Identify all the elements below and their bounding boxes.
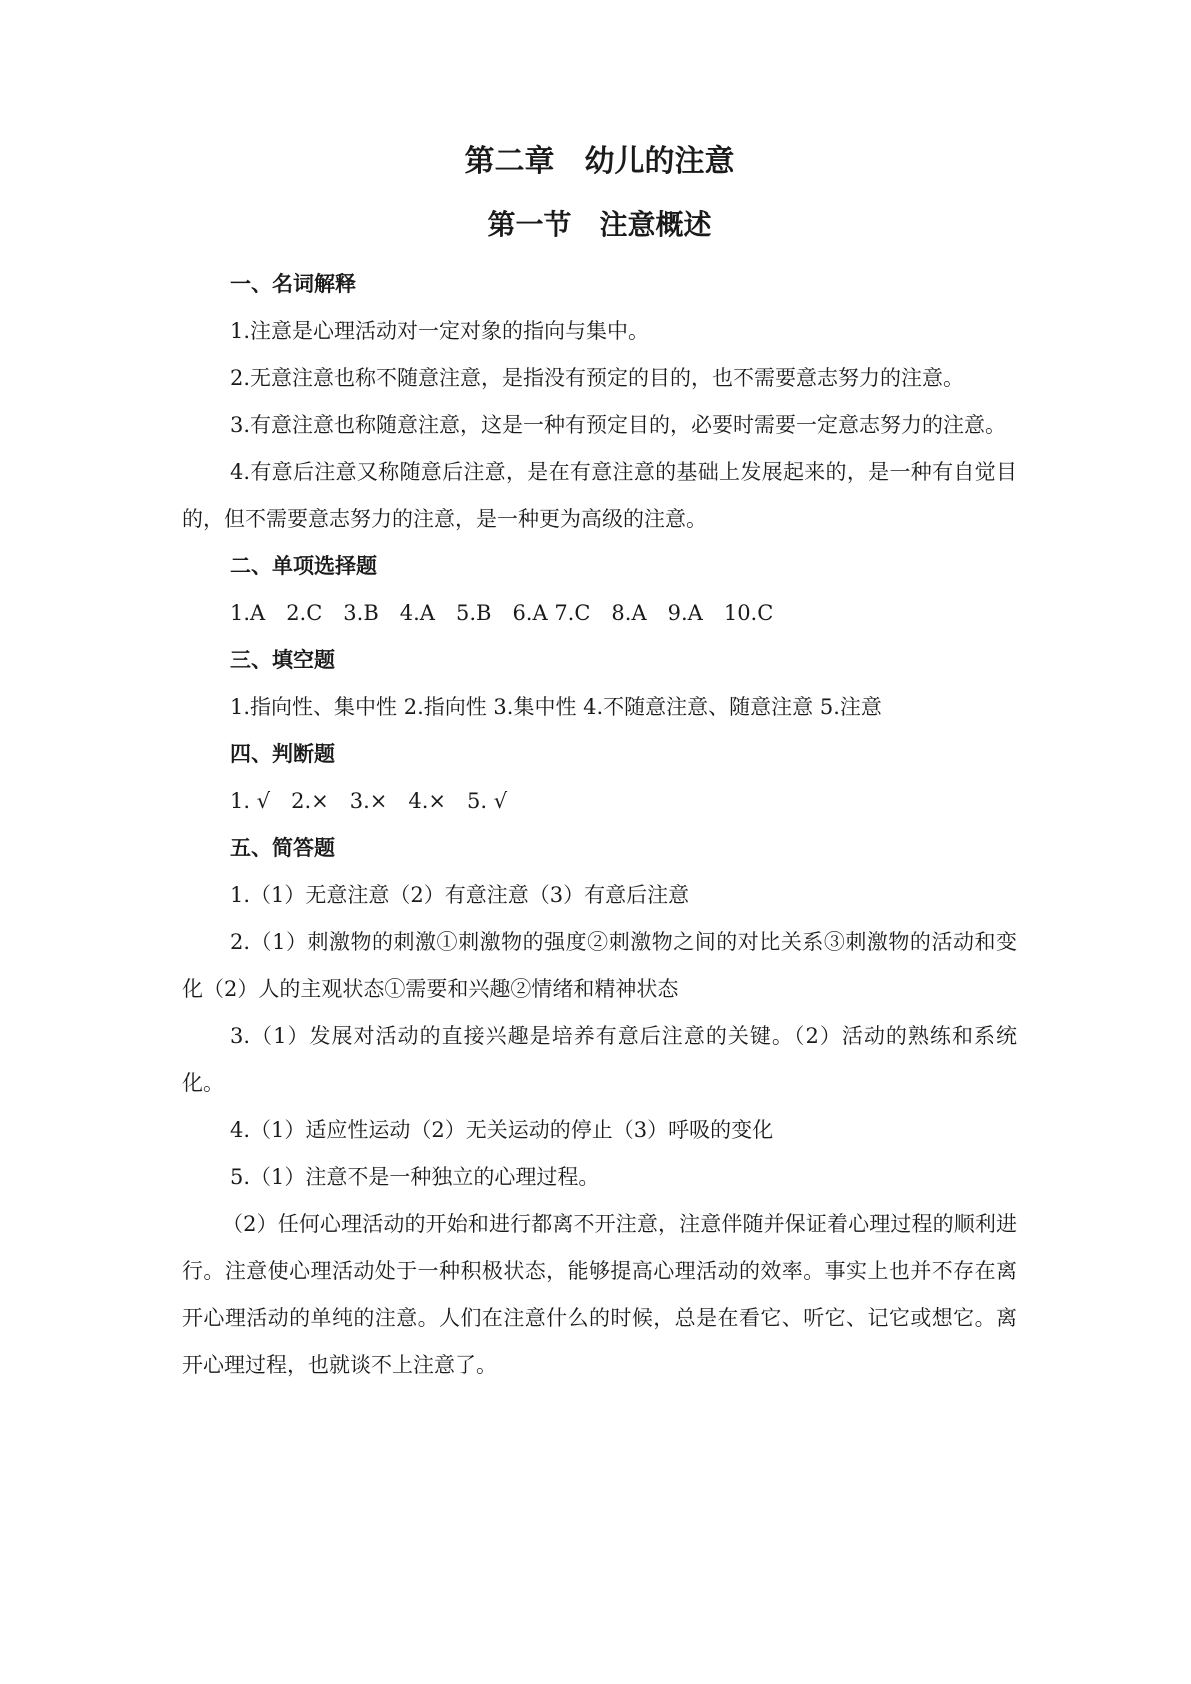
short-answer-item: （2）任何心理活动的开始和进行都离不开注意，注意伴随并保证着心理过程的顺利进行。注意使心理活动处于一种积极状态，能够提高心理活动的效率。事实上也并不存在离开心理活动的单纯的注意。人们在注意什么的时候，总是在看它、听它、记它或想它。离开心理过程，也就谈不上注意了。 xyxy=(182,1212,1017,1377)
terms-heading: 一、名词解释 xyxy=(230,272,356,296)
true-false-heading: 四、判断题 xyxy=(230,742,335,766)
short-answer-item: 3.（1）发展对活动的直接兴趣是培养有意后注意的关键。（2）活动的熟练和系统化。 xyxy=(182,1024,1017,1095)
short-answer-heading: 五、简答题 xyxy=(230,836,335,860)
fill-blank-answers: 1.指向性、集中性 2.指向性 3.集中性 4.不随意注意、随意注意 5.注意 xyxy=(230,695,882,719)
terms-item: 4.有意后注意又称随意后注意，是在有意注意的基础上发展起来的，是一种有自觉目的，但不需要意志努力的注意，是一种更为高级的注意。 xyxy=(182,460,1017,531)
short-answer-item: 4.（1）适应性运动（2）无关运动的停止（3）呼吸的变化 xyxy=(230,1118,774,1142)
terms-item: 1.注意是心理活动对一定对象的指向与集中。 xyxy=(230,319,650,343)
single-choice-answers: 1.A 2.C 3.B 4.A 5.B 6.A 7.C 8.A 9.A 10.C xyxy=(230,601,774,625)
fill-blank-heading: 三、填空题 xyxy=(230,648,335,672)
short-answer-item: 5.（1）注意不是一种独立的心理过程。 xyxy=(230,1165,600,1189)
short-answer-item: 1.（1）无意注意（2）有意注意（3）有意后注意 xyxy=(230,883,690,907)
true-false-answers: 1. √ 2.× 3.× 4.× 5. √ xyxy=(230,789,508,813)
terms-item: 2.无意注意也称不随意注意，是指没有预定的目的，也不需要意志努力的注意。 xyxy=(230,366,965,390)
answer-body xyxy=(182,261,1017,1389)
single-choice-heading: 二、单项选择题 xyxy=(230,554,377,578)
short-answer-item: 2.（1）刺激物的刺激①刺激物的强度②刺激物之间的对比关系③刺激物的活动和变化（2）人的主观状态①需要和兴趣②情绪和精神状态 xyxy=(182,930,1017,1001)
chapter-title: 第二章 幼儿的注意 xyxy=(464,144,735,179)
section-title: 第一节 注意概述 xyxy=(487,208,712,241)
terms-item: 3.有意注意也称随意注意，这是一种有预定目的，必要时需要一定意志努力的注意。 xyxy=(230,413,1007,437)
